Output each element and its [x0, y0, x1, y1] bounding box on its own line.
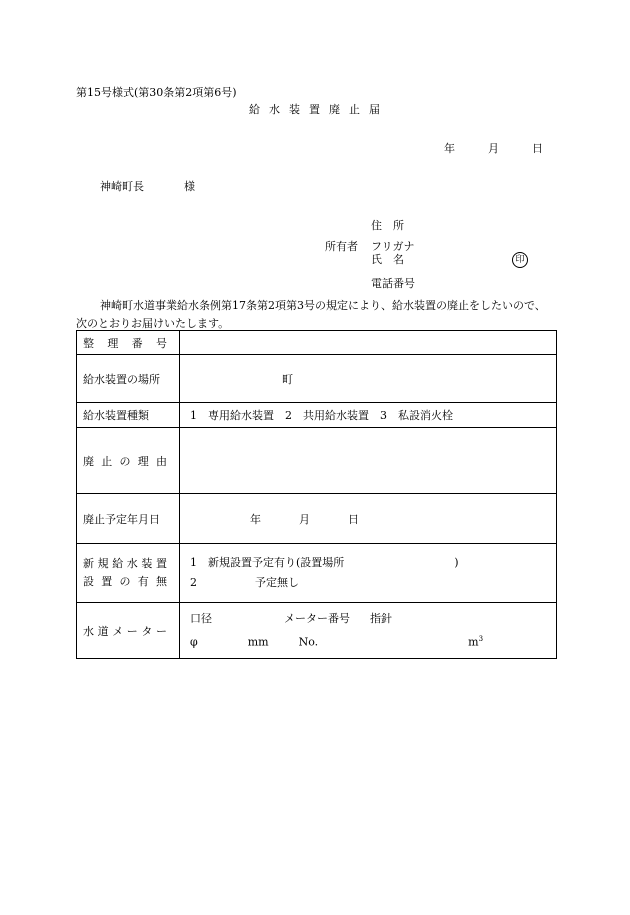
- meter-label: 水 道 メ ー タ ー: [77, 603, 180, 659]
- reason-value[interactable]: [180, 428, 557, 494]
- year-label: 年: [444, 142, 455, 155]
- address-label: 住 所: [371, 219, 404, 232]
- submission-date: [444, 143, 543, 154]
- planned-date-label: 廃止予定年月日: [77, 494, 180, 544]
- new-install-label: 新 規 給 水 装 置 設 置 の 有 無: [77, 544, 180, 603]
- addressee-name: 神崎町長: [100, 180, 144, 193]
- day-label: 日: [532, 142, 543, 155]
- addressee-honorific: 様: [184, 180, 195, 193]
- location-label: 給水装置の場所: [77, 355, 180, 403]
- location-value[interactable]: [180, 355, 557, 403]
- row-location: [77, 355, 557, 403]
- reg-number-label: 整 理 番 号: [77, 331, 180, 355]
- application-table: [76, 330, 557, 659]
- addressee: [100, 181, 195, 192]
- document-title: 給水装置廃止届: [249, 103, 389, 116]
- row-meter: [77, 603, 557, 659]
- meter-headers: 口径 メーター番号 指針: [190, 611, 392, 625]
- form-number: 第15号様式(第30条第2項第6号): [76, 86, 237, 99]
- name-label: 氏 名: [371, 253, 404, 266]
- row-new-install: [77, 544, 557, 603]
- reason-label: 廃 止 の 理 由: [77, 428, 180, 494]
- planned-date-value[interactable]: 年 月 日: [180, 494, 557, 544]
- town-suffix: 町: [282, 372, 293, 386]
- statement-paragraph: 神崎町水道事業給水条例第17条第2項第3号の規定により、給水装置の廃止をしたいので、次のとおりお届けいたします。: [76, 299, 546, 330]
- row-planned-date: [77, 494, 557, 544]
- phone-label: 電話番号: [371, 277, 415, 290]
- month-label: 月: [488, 142, 499, 155]
- row-type: [77, 403, 557, 428]
- meter-units: φ mm No. $m^3$: [190, 634, 484, 649]
- new-install-option-1[interactable]: 1 新規設置予定有り(設置場所 ): [190, 556, 459, 569]
- new-install-option-2[interactable]: 2 予定無し: [190, 576, 299, 589]
- furigana-label: フリガナ: [371, 240, 415, 253]
- new-install-value[interactable]: [180, 544, 557, 603]
- type-label: 給水装置種類: [77, 403, 180, 428]
- owner-label: 所有者: [325, 240, 358, 253]
- reg-number-value[interactable]: [180, 331, 557, 355]
- seal-mark: 印: [512, 252, 528, 268]
- row-reason: [77, 428, 557, 494]
- cubic-superscript: 3: [478, 634, 484, 643]
- meter-value[interactable]: [180, 603, 557, 659]
- row-reg-number: [77, 331, 557, 355]
- type-options[interactable]: 1 専用給水装置 2 共用給水装置 3 私設消火栓: [180, 403, 557, 428]
